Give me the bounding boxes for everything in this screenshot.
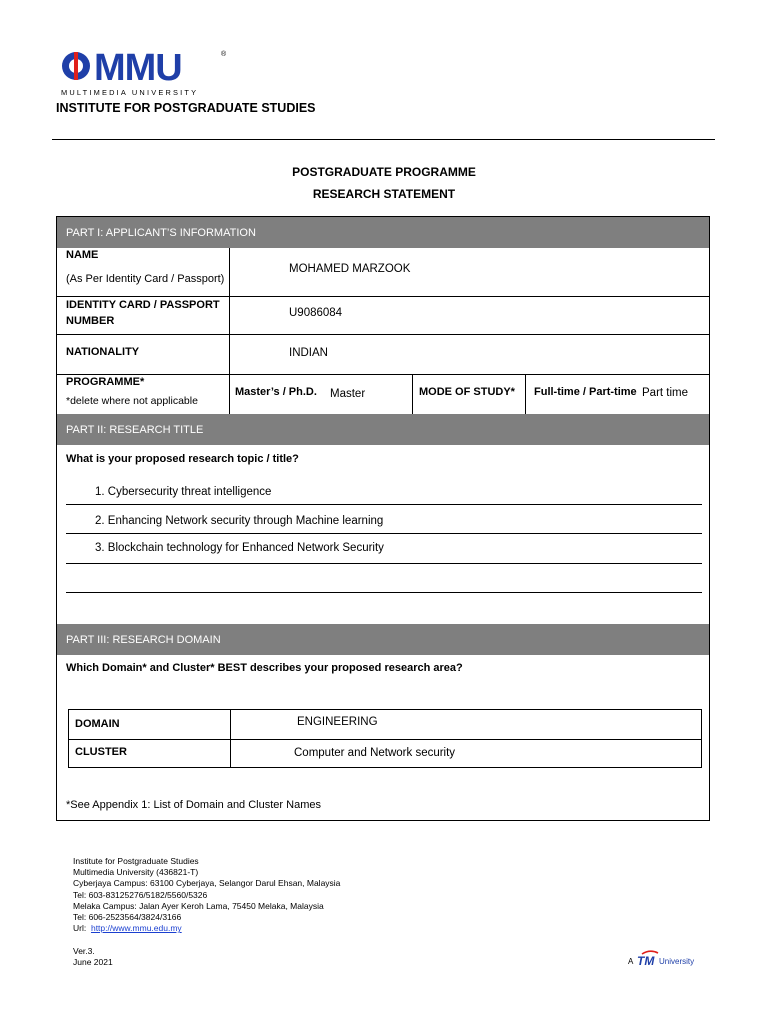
id-label-line1: IDENTITY CARD / PASSPORT [66,299,220,311]
name-value[interactable]: MOHAMED MARZOOK [289,263,411,275]
part2-heading: PART II: RESEARCH TITLE [57,414,709,445]
programme-value[interactable]: Master [330,388,366,400]
mode-label: MODE OF STUDY* [419,386,515,398]
version-info [73,946,113,968]
id-label-line2: NUMBER [66,315,115,327]
tm-suffix: University [659,957,695,966]
tm-mark: TM [637,954,655,968]
domain-cluster-table [68,709,702,768]
footer-url-link[interactable]: http://www.mmu.edu.my [90,923,182,934]
programme-label: PROGRAMME* [66,376,145,388]
nationality-value[interactable]: INDIAN [289,347,328,359]
footer-line: Melaka Campus: Jalan Ayer Keroh Lama, 75450 Melaka, Malaysia [73,900,324,911]
research-domain-question: Which Domain* and Cluster* BEST describes your proposed research area? [66,662,463,674]
mode-options: Full-time / Part-time [534,386,637,398]
topic-item-1[interactable]: 1. Cybersecurity threat intelligence [95,486,272,498]
mode-value[interactable]: Part time [642,387,689,399]
id-value[interactable]: U9086084 [289,307,343,319]
header-divider [52,139,715,140]
part1-heading: PART I: APPLICANT’S INFORMATION [57,217,709,248]
topic-item-3[interactable]: 3. Blockchain technology for Enhanced Network Security [95,542,384,554]
version-text: Ver.3. [73,946,95,956]
tm-prefix: A [628,957,634,966]
name-label: NAME [66,249,99,261]
nationality-label: NATIONALITY [66,346,140,358]
tm-university-logo [628,948,708,968]
domain-label: DOMAIN [75,718,120,730]
footer-line: Institute for Postgraduate Studies [73,856,199,866]
mmu-logo [58,44,233,100]
research-topic-question: What is your proposed research topic / title? [66,453,299,465]
footer-url-label: Url: [73,923,87,934]
version-date: June 2021 [73,957,113,968]
programme-title: POSTGRADUATE PROGRAMME [292,165,476,179]
logo-text: MMU [94,47,182,89]
footer-line: Multimedia University (436821-T) [73,867,199,878]
name-sublabel: (As Per Identity Card / Passport) [66,273,225,285]
footer-address [73,856,340,934]
topic-item-2[interactable]: 2. Enhancing Network security through Machine learning [95,515,384,527]
programme-options: Master’s / Ph.D. [235,386,317,398]
part3-heading: PART III: RESEARCH DOMAIN [57,624,709,655]
programme-sublabel: *delete where not applicable [66,395,198,407]
research-statement-form [56,216,710,821]
statement-title: RESEARCH STATEMENT [312,187,456,201]
appendix-note: *See Appendix 1: List of Domain and Cluster Names [66,799,321,811]
footer-line: Cyberjaya Campus: 63100 Cyberjaya, Selangor Darul Ehsan, Malaysia [73,878,341,889]
institute-title: INSTITUTE FOR POSTGRADUATE STUDIES [56,101,316,115]
logo-subtitle: MULTIMEDIA UNIVERSITY [61,88,199,97]
footer-line: Tel: 603-83125276/5182/5560/5326 [73,889,208,900]
domain-value[interactable]: ENGINEERING [297,716,378,728]
footer-line: Tel: 606-2523564/3824/3166 [73,912,182,923]
cluster-value[interactable]: Computer and Network security [294,747,456,759]
cluster-label: CLUSTER [75,746,127,758]
logo-registered: ® [221,51,227,58]
